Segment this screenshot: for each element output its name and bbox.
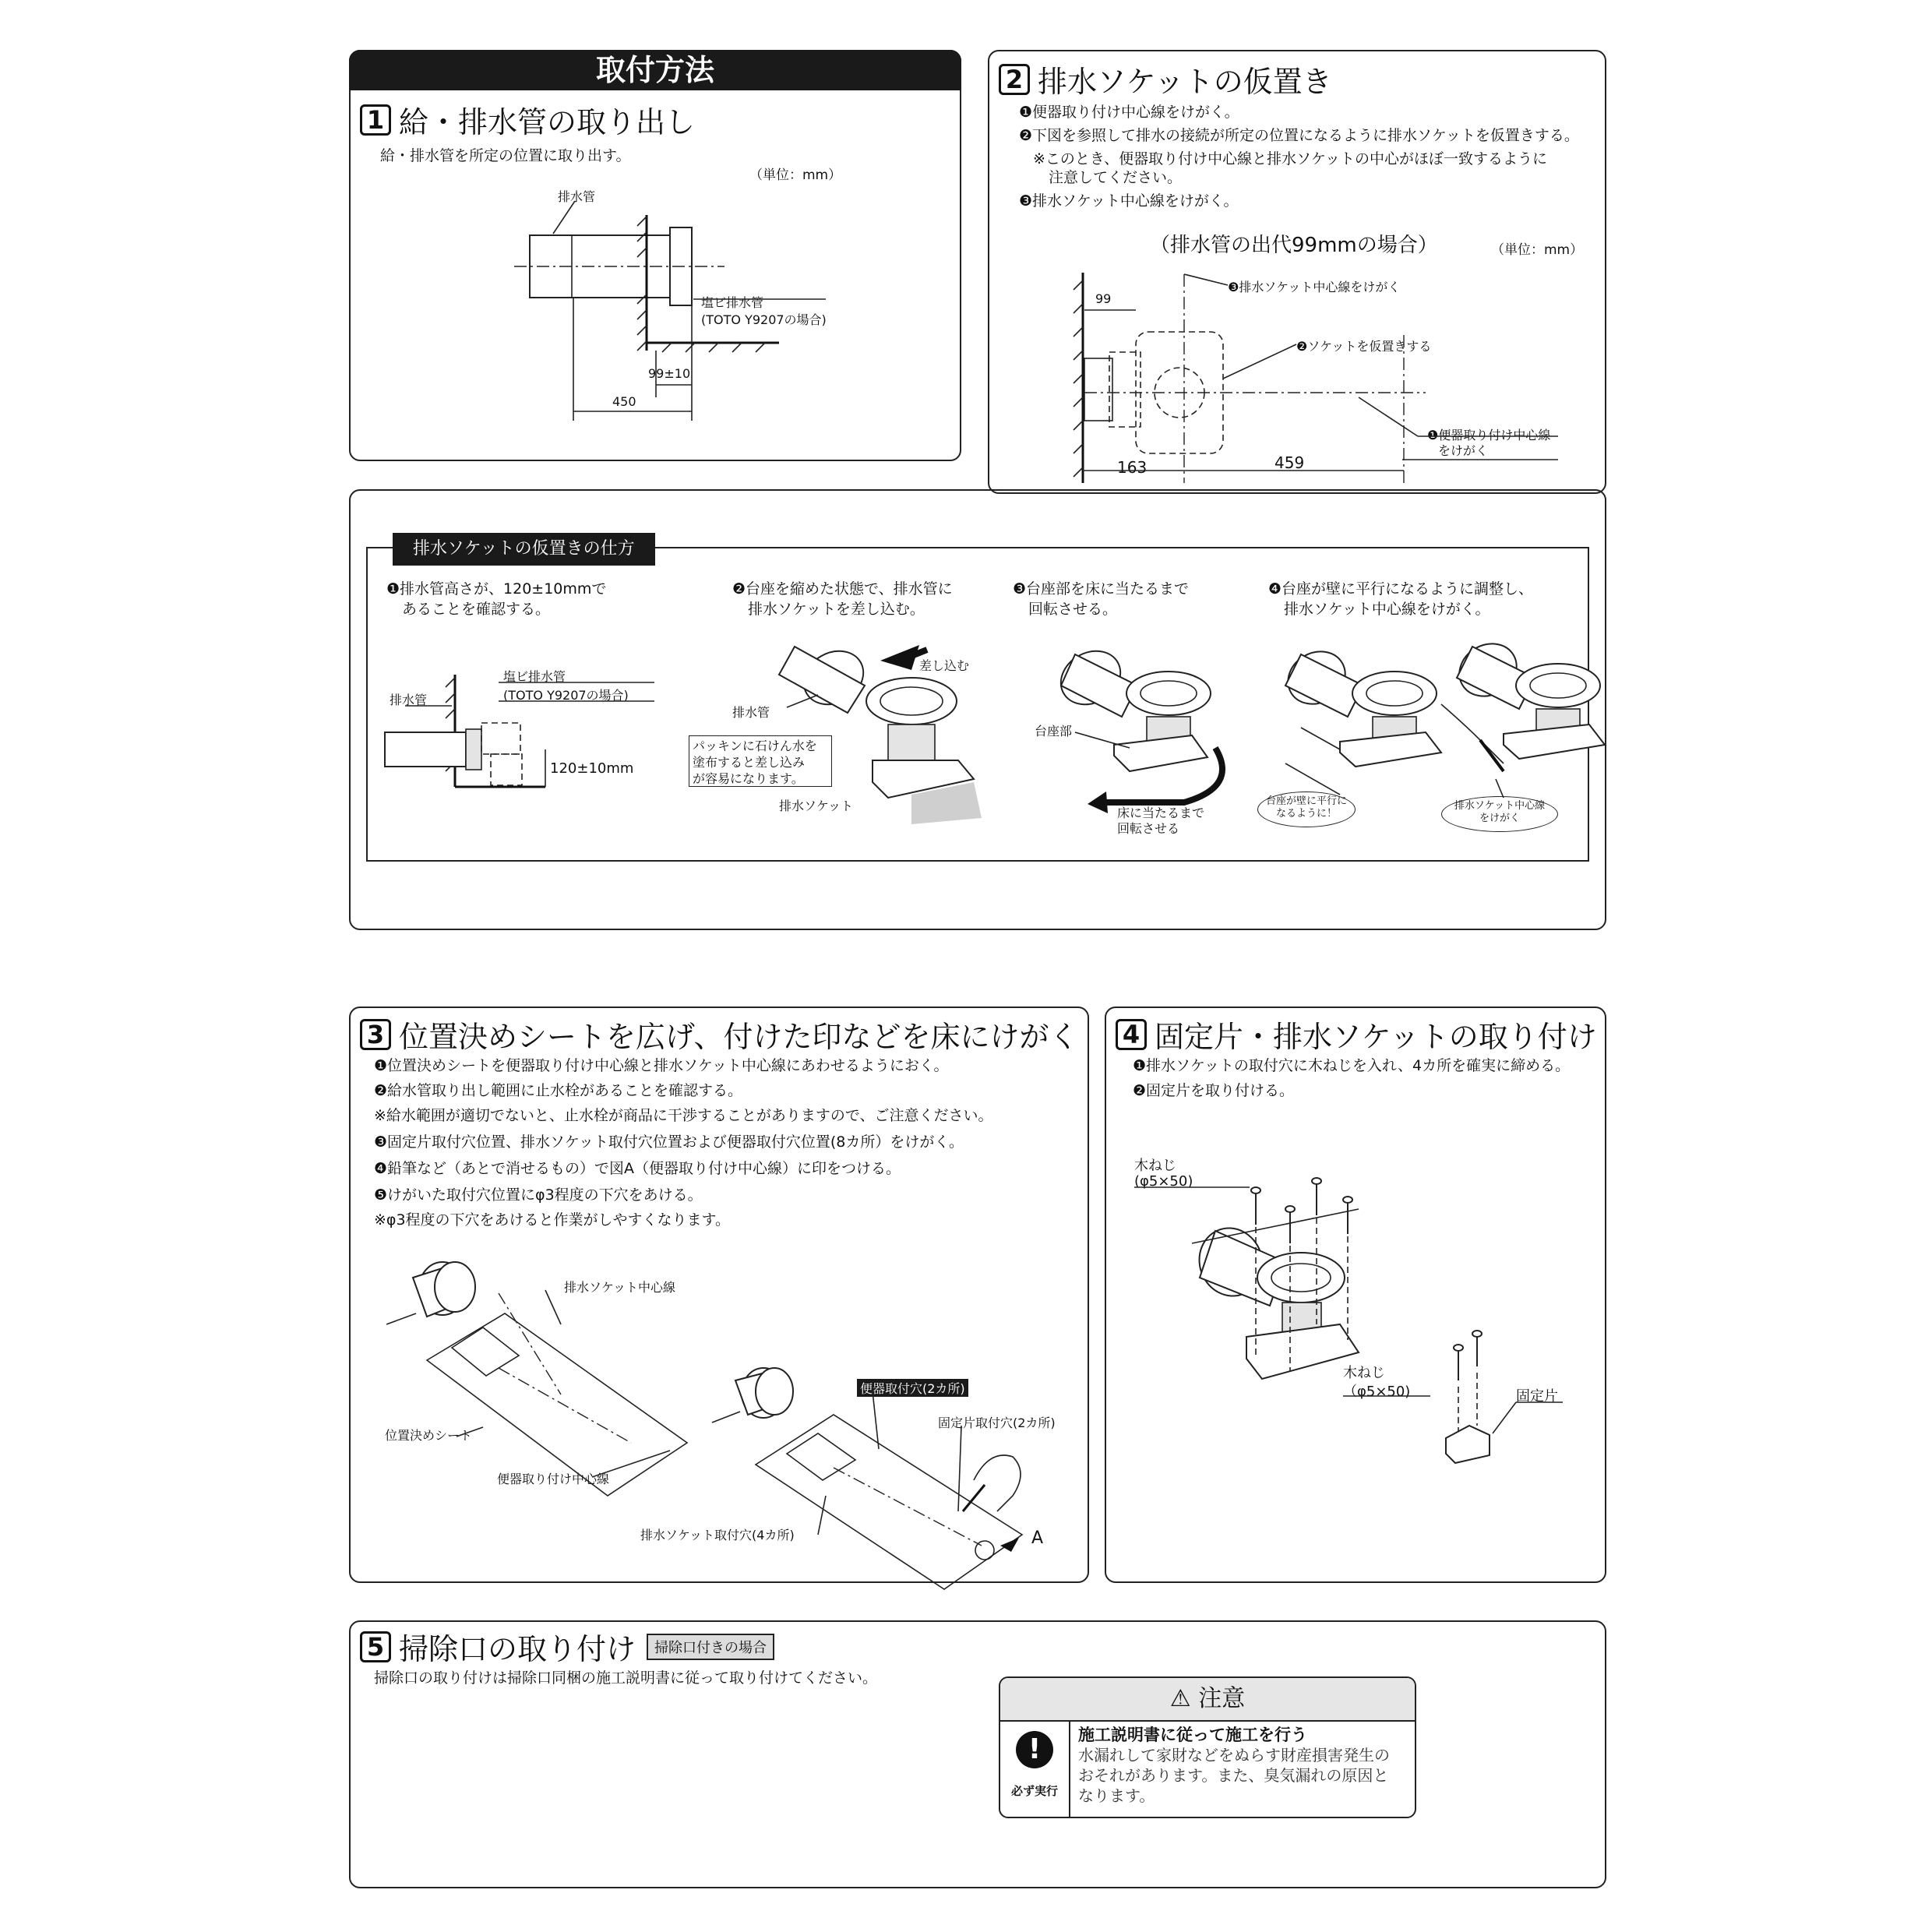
d1-dim: 120±10mm [550, 760, 634, 777]
s1-label-pipe: 排水管 [558, 189, 596, 204]
section-number: 4 [1116, 1019, 1147, 1050]
s3-label-socket-holes: 排水ソケット取付穴(4カ所) [640, 1528, 795, 1542]
d4-callout2-line2: をけがく [1479, 813, 1520, 824]
s2-callout-1a: ❶便器取り付け中心線 [1427, 428, 1551, 442]
caution-title: 注意 [1198, 1685, 1246, 1712]
section-5-tag: 掃除口付きの場合 [647, 1634, 774, 1660]
box-step2-b: 排水ソケットを差し込む。 [748, 601, 925, 618]
box-step3-b: 回転させる。 [1028, 601, 1118, 618]
s3-line4: ❸固定片取付穴位置、排水ソケット取付穴位置および便器取付穴位置(8カ所）をけがく。 [374, 1133, 964, 1151]
section-number: 3 [360, 1019, 391, 1050]
s3-line6: ❺けがいた取付穴位置にφ3程度の下穴をあける。 [374, 1186, 703, 1204]
box-step1-a: ❶排水管高さが、120±10mmで [386, 580, 607, 598]
header-banner-text: 取付方法 [595, 53, 714, 87]
s4-label-screw2b: （φ5×50) [1343, 1384, 1411, 1400]
s2-note2: 注意してください。 [1049, 169, 1183, 186]
d1-label-pvc-note: (TOTO Y9207の場合) [503, 688, 629, 703]
s4-line2: ❷固定片を取り付ける。 [1133, 1082, 1295, 1099]
section-number: 2 [999, 64, 1030, 95]
d2-note-line2: 塗布すると差し込み [693, 755, 806, 770]
s1-dim-99: 99±10 [648, 366, 691, 381]
section-title: 排水ソケットの仮置き [1038, 65, 1332, 99]
s2-unit: （単位：mm） [1491, 242, 1584, 258]
s1-label-pvc-note: (TOTO Y9207の場合) [701, 312, 827, 327]
s1-unit: （単位：mm） [749, 167, 842, 183]
s3-label-socket-line: 排水ソケット中心線 [564, 1280, 676, 1295]
s4-label-screw1b: (φ5×50) [1134, 1173, 1193, 1190]
s1-instruction: 給・排水管を所定の位置に取り出す。 [380, 147, 631, 164]
d2-label-socket: 排水ソケット [779, 799, 854, 813]
section-title: 給・排水管の取り出し [399, 105, 696, 139]
s3-line7: ※φ3程度の下穴をあけると作業がしやすくなります。 [374, 1211, 731, 1229]
s4-line1: ❶排水ソケットの取付穴に木ねじを入れ、4カ所を確実に締める。 [1133, 1057, 1571, 1074]
d4-callout1-line2: なるように！ [1275, 808, 1337, 820]
d4-callout2-line1: 排水ソケット中心線 [1454, 800, 1546, 812]
caution-body-3: なります。 [1078, 1786, 1155, 1805]
d3-rotate-line2: 回転させる [1117, 821, 1180, 836]
d2-label-pipe: 排水管 [732, 705, 770, 720]
s2-callout-1b: をけがく [1438, 443, 1489, 458]
s2-dim-459: 459 [1274, 453, 1305, 472]
section-title: 固定片・排水ソケットの取り付け [1155, 1020, 1597, 1054]
d2-note-line3: が容易になります。 [693, 771, 804, 786]
s1-label-pvc: 塩ビ排水管 [701, 295, 764, 310]
caution-body-2: おそれがあります。また、臭気漏れの原因と [1078, 1766, 1389, 1785]
s4-label-screw1a: 木ねじ [1134, 1158, 1176, 1174]
s2-dim-163: 163 [1117, 458, 1148, 477]
caution-text-cell [1078, 1725, 1390, 1806]
box-step3-a: ❸台座部を床に当たるまで [1013, 580, 1190, 598]
caution-header [1000, 1678, 1415, 1722]
d1-label-pipe: 排水管 [390, 693, 428, 707]
box-step1-b: あることを確認する。 [402, 601, 551, 618]
caution-box [999, 1676, 1416, 1818]
s2-step3: ❸排水ソケット中心線をけがく。 [1019, 192, 1239, 210]
s4-label-screw2a: 木ねじ [1343, 1365, 1385, 1381]
s2-step1: ❶便器取り付け中心線をけがく。 [1019, 104, 1239, 121]
s2-step2: ❷下図を参照して排水の接続が所定の位置になるように排水ソケットを仮置きする。 [1019, 127, 1579, 144]
s2-note1: ※このとき、便器取り付け中心線と排水ソケットの中心がほぼ一致するように [1033, 150, 1548, 167]
d3-label-base: 台座部 [1035, 724, 1073, 739]
section-title: 掃除口の取り付け [399, 1632, 636, 1666]
section-title: 位置決めシートを広げ、付けた印などを床にけがく [399, 1020, 1079, 1054]
s3-line5: ❹鉛筆など（あとで消せるもの）で図A（便器取り付け中心線）に印をつける。 [374, 1160, 901, 1177]
s3-label-fix-holes: 固定片取付穴(2カ所) [938, 1416, 1056, 1430]
caution-body-1: 水漏れして家財などをぬらす財産損害発生の [1078, 1746, 1390, 1765]
box-step4-a: ❹台座が壁に平行になるように調整し、 [1268, 580, 1534, 598]
s1-dim-450: 450 [612, 394, 636, 409]
d2-note-line1: パッキンに石けん水を [693, 739, 817, 753]
box-step4-b: 排水ソケット中心線をけがく。 [1284, 601, 1490, 618]
section-number: 5 [360, 1631, 391, 1662]
warning-triangle-icon: ⚠ [1169, 1685, 1191, 1712]
d2-label-insert: 差し込む [919, 658, 970, 673]
section-number: 1 [360, 104, 391, 136]
s3-label-center: 便器取り付け中心線 [497, 1472, 610, 1486]
box-step2-a: ❷台座を縮めた状態で、排水管に [732, 580, 953, 598]
d3-rotate-line1: 床に当たるまで [1117, 806, 1205, 820]
s2-diagram-title: （排水管の出代99mmの場合） [1150, 234, 1438, 257]
s5-text: 掃除口の取り付けは掃除口同梱の施工説明書に従って取り付けてください。 [374, 1669, 878, 1687]
s3-label-a: A [1031, 1528, 1044, 1548]
s3-line1: ❶位置決めシートを便器取り付け中心線と排水ソケット中心線にあわせるようにおく。 [374, 1057, 949, 1074]
s3-line2: ❷給水管取り出し範囲に止水栓があることを確認する。 [374, 1082, 743, 1099]
caution-head: 施工説明書に従って施工を行う [1078, 1726, 1307, 1744]
section-5-heading [360, 1625, 774, 1668]
s2-callout-2: ❷ソケットを仮置きする [1296, 339, 1432, 354]
caution-icon-cell [1000, 1720, 1070, 1818]
d4-callout1-line1: 台座が壁に平行に [1265, 795, 1347, 807]
s2-callout-3: ❸排水ソケット中心線をけがく [1228, 280, 1401, 294]
s3-line3: ※給水範囲が適切でないと、止水栓が商品に干渉することがありますので、ご注意ください。 [374, 1107, 993, 1124]
exclamation-circle-icon: ! [1016, 1731, 1053, 1768]
d1-label-pvc: 塩ビ排水管 [503, 669, 566, 684]
s4-label-fix: 固定片 [1516, 1388, 1558, 1405]
s3-label-sheet: 位置決めシート [385, 1428, 473, 1443]
s2-dim-99: 99 [1095, 291, 1112, 306]
setting-method-title: 排水ソケットの仮置きの仕方 [413, 539, 635, 559]
s3-label-toilet-holes: 便器取付穴(2カ所) [857, 1379, 968, 1397]
must-do-label: 必ず実行 [1010, 1784, 1058, 1798]
